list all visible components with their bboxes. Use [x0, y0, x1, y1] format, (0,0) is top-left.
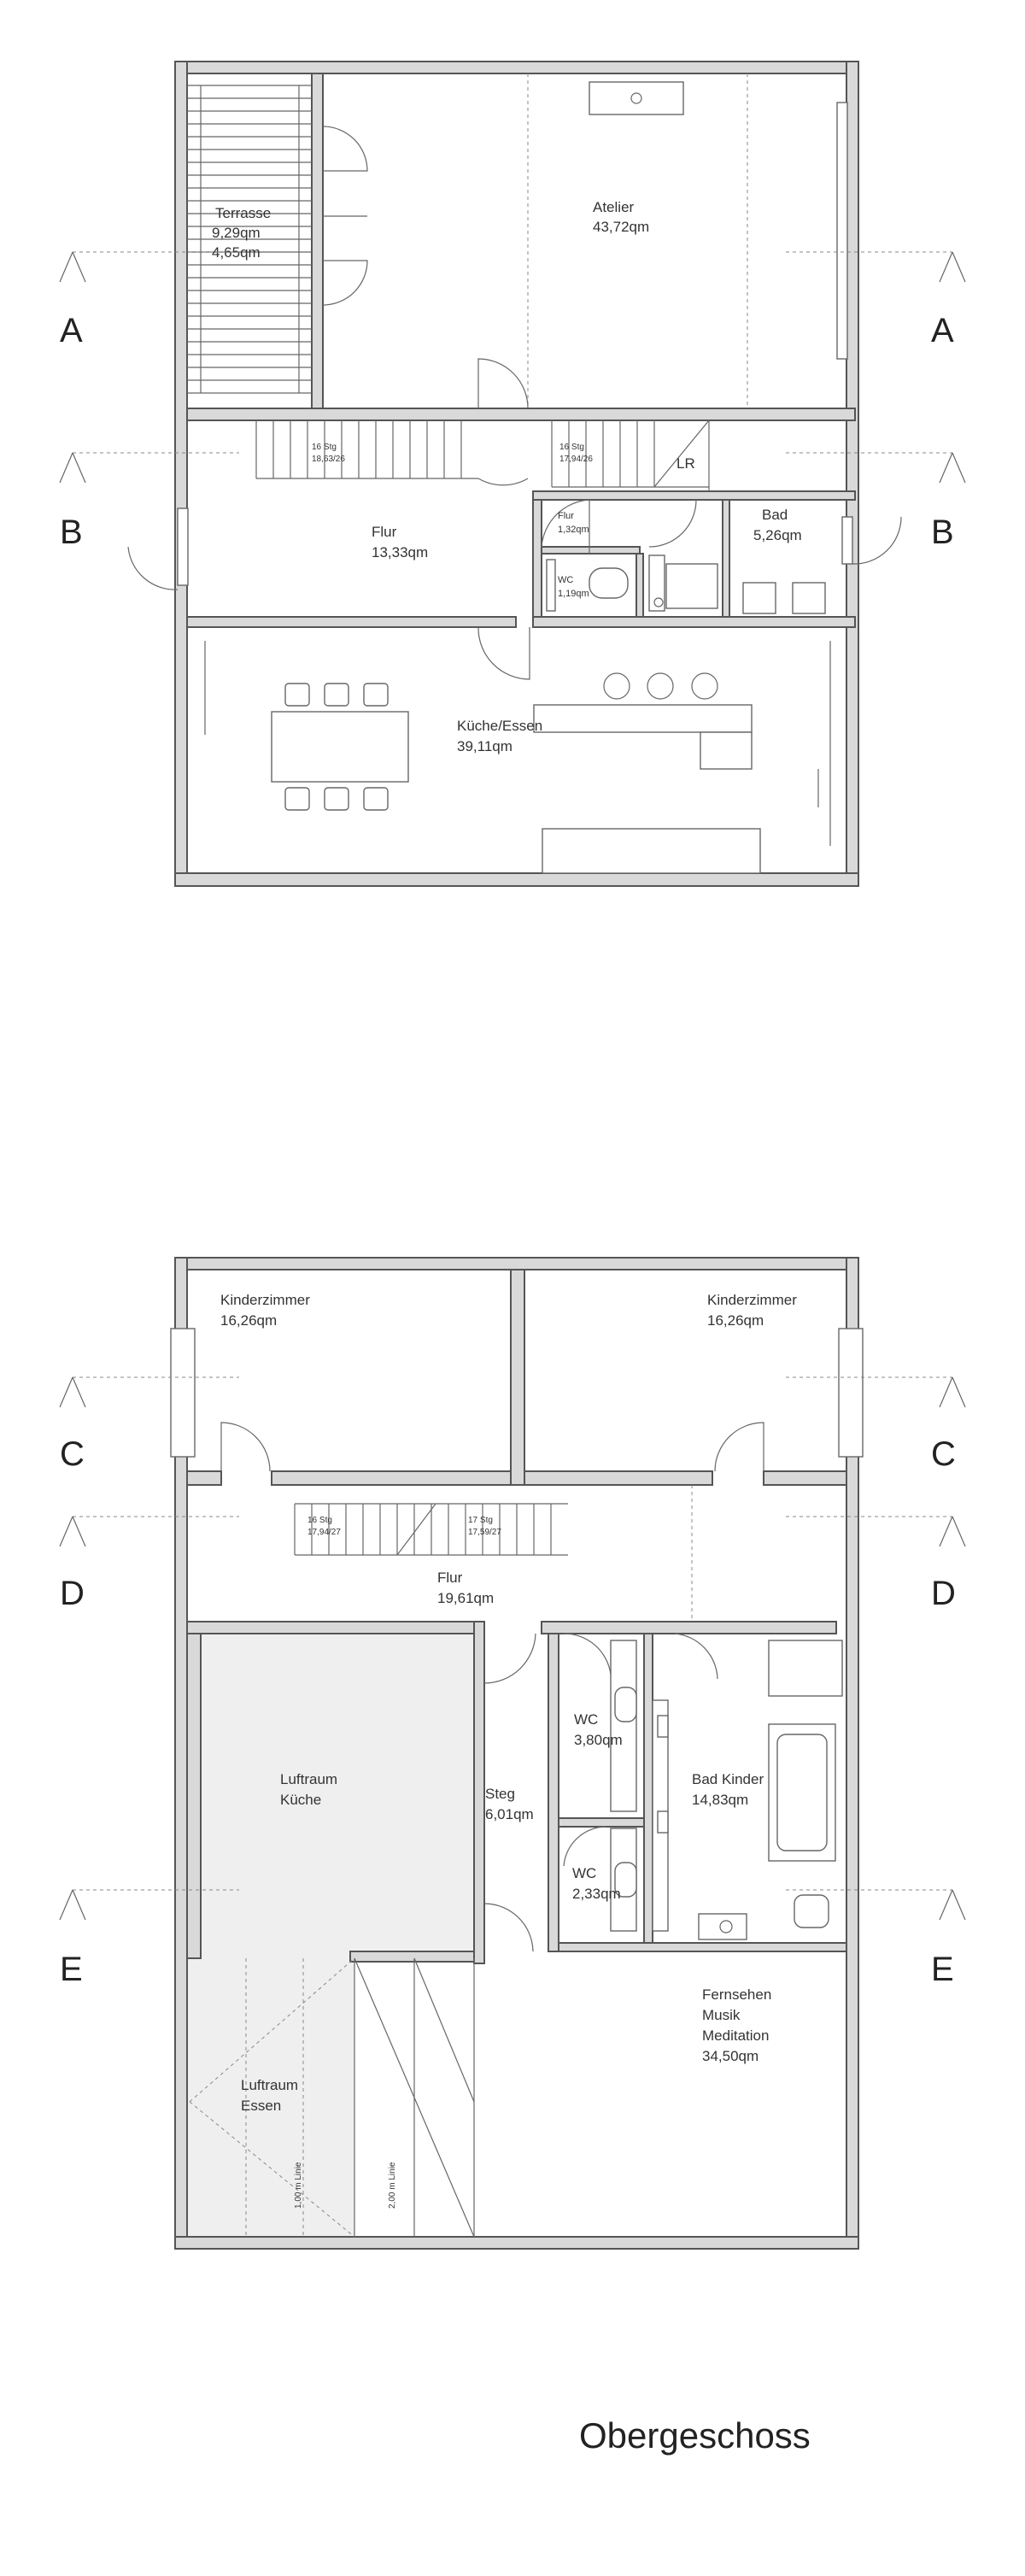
flur-window-arc: [128, 547, 178, 590]
musik-label: Musik: [702, 2007, 741, 2023]
wc-top-area: 3,80qm: [574, 1732, 623, 1748]
kitchen-counter: [700, 732, 752, 769]
bad-area: 5,26qm: [753, 527, 802, 543]
luftraum-kueche-bottom: [350, 1951, 474, 1962]
bath-wall-left: [533, 500, 542, 617]
kueche-essen-label: Küche/Essen: [457, 718, 543, 734]
kinder-left-door: [221, 1423, 270, 1471]
lower-stair-left-ratio: 17,94/27: [308, 1528, 341, 1537]
section-e-left: E: [60, 1951, 83, 1988]
wc-wall: [542, 547, 640, 554]
bad-door-arc-lower: [675, 1634, 718, 1679]
wc-wall-right: [636, 554, 643, 617]
wc-top-door-arc: [564, 1634, 611, 1675]
lower-stair-right-ratio: 17,59/27: [468, 1528, 501, 1537]
stair-left-steps: 16 Stg: [312, 443, 337, 452]
bad-window: [842, 517, 852, 564]
upper-stair-left: [256, 420, 478, 478]
wc-bottom-label: WC: [572, 1865, 597, 1881]
core-wall-bottom: [559, 1943, 846, 1951]
wc-toilet: [589, 568, 628, 598]
luftraum-kueche-void: [201, 1634, 474, 1958]
kitchen-island: [534, 705, 752, 732]
kinder-right-window: [839, 1329, 863, 1457]
steg-area: 6,01qm: [485, 1806, 534, 1822]
lower-wall-luftraum-top: [187, 1622, 482, 1634]
steg-label: Steg: [485, 1786, 515, 1802]
meditation-label: Meditation: [702, 2027, 770, 2044]
section-c-right: C: [931, 1435, 956, 1473]
steg-wall-left: [474, 1622, 484, 1963]
terrace-door-2: [323, 261, 367, 305]
atelier-window: [837, 103, 847, 359]
fernsehen-area: 34,50qm: [702, 2048, 759, 2064]
section-a-left: A: [60, 312, 83, 349]
bad-window-arc: [852, 517, 901, 564]
wc-divider: [559, 1818, 644, 1827]
bad-kinder-toilet: [794, 1895, 829, 1928]
lr-label: LR: [676, 455, 695, 472]
section-d-right: D: [931, 1575, 956, 1612]
bad-sink: [793, 583, 825, 613]
lower-flur-label: Flur: [437, 1570, 463, 1586]
lower-stair-right-steps: 17 Stg: [468, 1516, 493, 1525]
upper-wall-row2-left: [187, 617, 516, 627]
steg-door-arc: [484, 1634, 536, 1683]
bad-toilet: [743, 583, 776, 613]
line-1m-label: 1,00 m Linie: [294, 2162, 303, 2209]
kinder-right-door: [715, 1423, 764, 1471]
core-wall-top: [542, 1622, 836, 1634]
flur-window: [178, 508, 188, 585]
lower-stair-left-steps: 16 Stg: [308, 1516, 332, 1525]
wc-top-label: WC: [574, 1711, 599, 1728]
lower-wall-bottom: [175, 2237, 858, 2249]
stair-right-steps: 16 Stg: [559, 443, 584, 452]
section-b-left: B: [60, 513, 83, 551]
drawing-title: Obergeschoss: [579, 2415, 811, 2456]
bad-cabinet: [649, 555, 665, 611]
luftraum-essen-label: Luftraum: [241, 2077, 299, 2093]
flur-small-area: 1,32qm: [558, 525, 589, 535]
luftraum-essen-label-2: Essen: [241, 2098, 282, 2114]
dining-table: [272, 712, 408, 782]
terrasse-area-2: 4,65qm: [212, 244, 261, 261]
section-c-left: C: [60, 1435, 85, 1473]
kinder-right-wall-a: [524, 1471, 712, 1485]
stair-left-ratio: 18,63/26: [312, 455, 345, 464]
flur-area: 13,33qm: [372, 544, 429, 560]
bad-kinder-label: Bad Kinder: [692, 1771, 764, 1787]
steg-wall-right: [548, 1634, 559, 1951]
wc-bath-wall: [644, 1634, 653, 1951]
lower-wall-top: [175, 1258, 858, 1270]
flur-small-label: Flur: [558, 511, 574, 521]
bad-kinder-area: 14,83qm: [692, 1792, 749, 1808]
wc-tank: [547, 560, 555, 611]
upper-room-labels: [212, 199, 802, 754]
kinder-left-wall-a: [187, 1471, 221, 1485]
steg-lower-door-arc: [484, 1904, 533, 1951]
upper-section-marks: [60, 252, 965, 551]
section-d-left: D: [60, 1575, 85, 1612]
upper-wall-bottom: [175, 873, 858, 886]
bath-wall-top: [533, 491, 855, 500]
section-b-right: B: [931, 513, 954, 551]
kitchen-door-arc: [478, 627, 530, 679]
terrasse-area: 9,29qm: [212, 225, 261, 241]
terrasse-label: Terrasse: [215, 205, 272, 221]
atelier-area: 43,72qm: [593, 219, 650, 235]
kitchen-unit: [542, 829, 760, 873]
bad-door-arc: [649, 500, 696, 547]
upper-wall-right: [846, 62, 858, 886]
kinder-divider: [511, 1270, 524, 1485]
bad-kinder-washer: [699, 1914, 747, 1939]
kinder-left-window: [171, 1329, 195, 1457]
flur-arc: [478, 478, 528, 485]
upper-wall-top: [175, 62, 858, 73]
kinder-right-wall-b: [764, 1471, 846, 1485]
bad-label: Bad: [762, 507, 788, 523]
bad-shower: [666, 564, 718, 608]
wc-bottom-area: 2,33qm: [572, 1886, 621, 1902]
kinder-left-label: Kinderzimmer: [220, 1292, 310, 1308]
wc-area: 1,19qm: [558, 589, 589, 599]
luftraum-kueche-label: Luftraum: [280, 1771, 338, 1787]
luftraum-kueche-label-2: Küche: [280, 1792, 322, 1808]
upper-floor-plan: [60, 62, 965, 886]
stair-right-ratio: 17,94/26: [559, 455, 593, 464]
atelier-sink: [589, 82, 683, 114]
kinder-left-wall-b: [272, 1471, 511, 1485]
kinder-right-label: Kinderzimmer: [707, 1292, 797, 1308]
atelier-label: Atelier: [593, 199, 635, 215]
kinder-left-area: 16,26qm: [220, 1312, 278, 1329]
bath-wall-mid: [723, 500, 729, 617]
wc-label: WC: [558, 575, 574, 585]
terrace-door-1: [323, 126, 367, 171]
wc-bottom-door-arc: [564, 1827, 606, 1866]
flur-label: Flur: [372, 524, 397, 540]
terrace-wall: [312, 73, 323, 408]
kinder-right-area: 16,26qm: [707, 1312, 764, 1329]
lower-floor-plan: [60, 1258, 965, 2249]
upper-wall-left: [175, 62, 187, 886]
kueche-essen-area: 39,11qm: [457, 738, 512, 754]
line-2m-label: 2,00 m Linie: [388, 2162, 397, 2209]
upper-wall-row2-right: [533, 617, 855, 627]
section-e-right: E: [931, 1951, 954, 1988]
atelier-door: [478, 359, 528, 408]
lower-flur-area: 19,61qm: [437, 1590, 495, 1606]
wc-top-duct: [611, 1640, 636, 1811]
section-a-right: A: [931, 312, 954, 349]
bad-kinder-counter: [769, 1640, 842, 1696]
fernsehen-label: Fernsehen: [702, 1986, 772, 2003]
luftraum-kueche-left: [187, 1634, 201, 1958]
upper-wall-row1: [187, 408, 855, 420]
